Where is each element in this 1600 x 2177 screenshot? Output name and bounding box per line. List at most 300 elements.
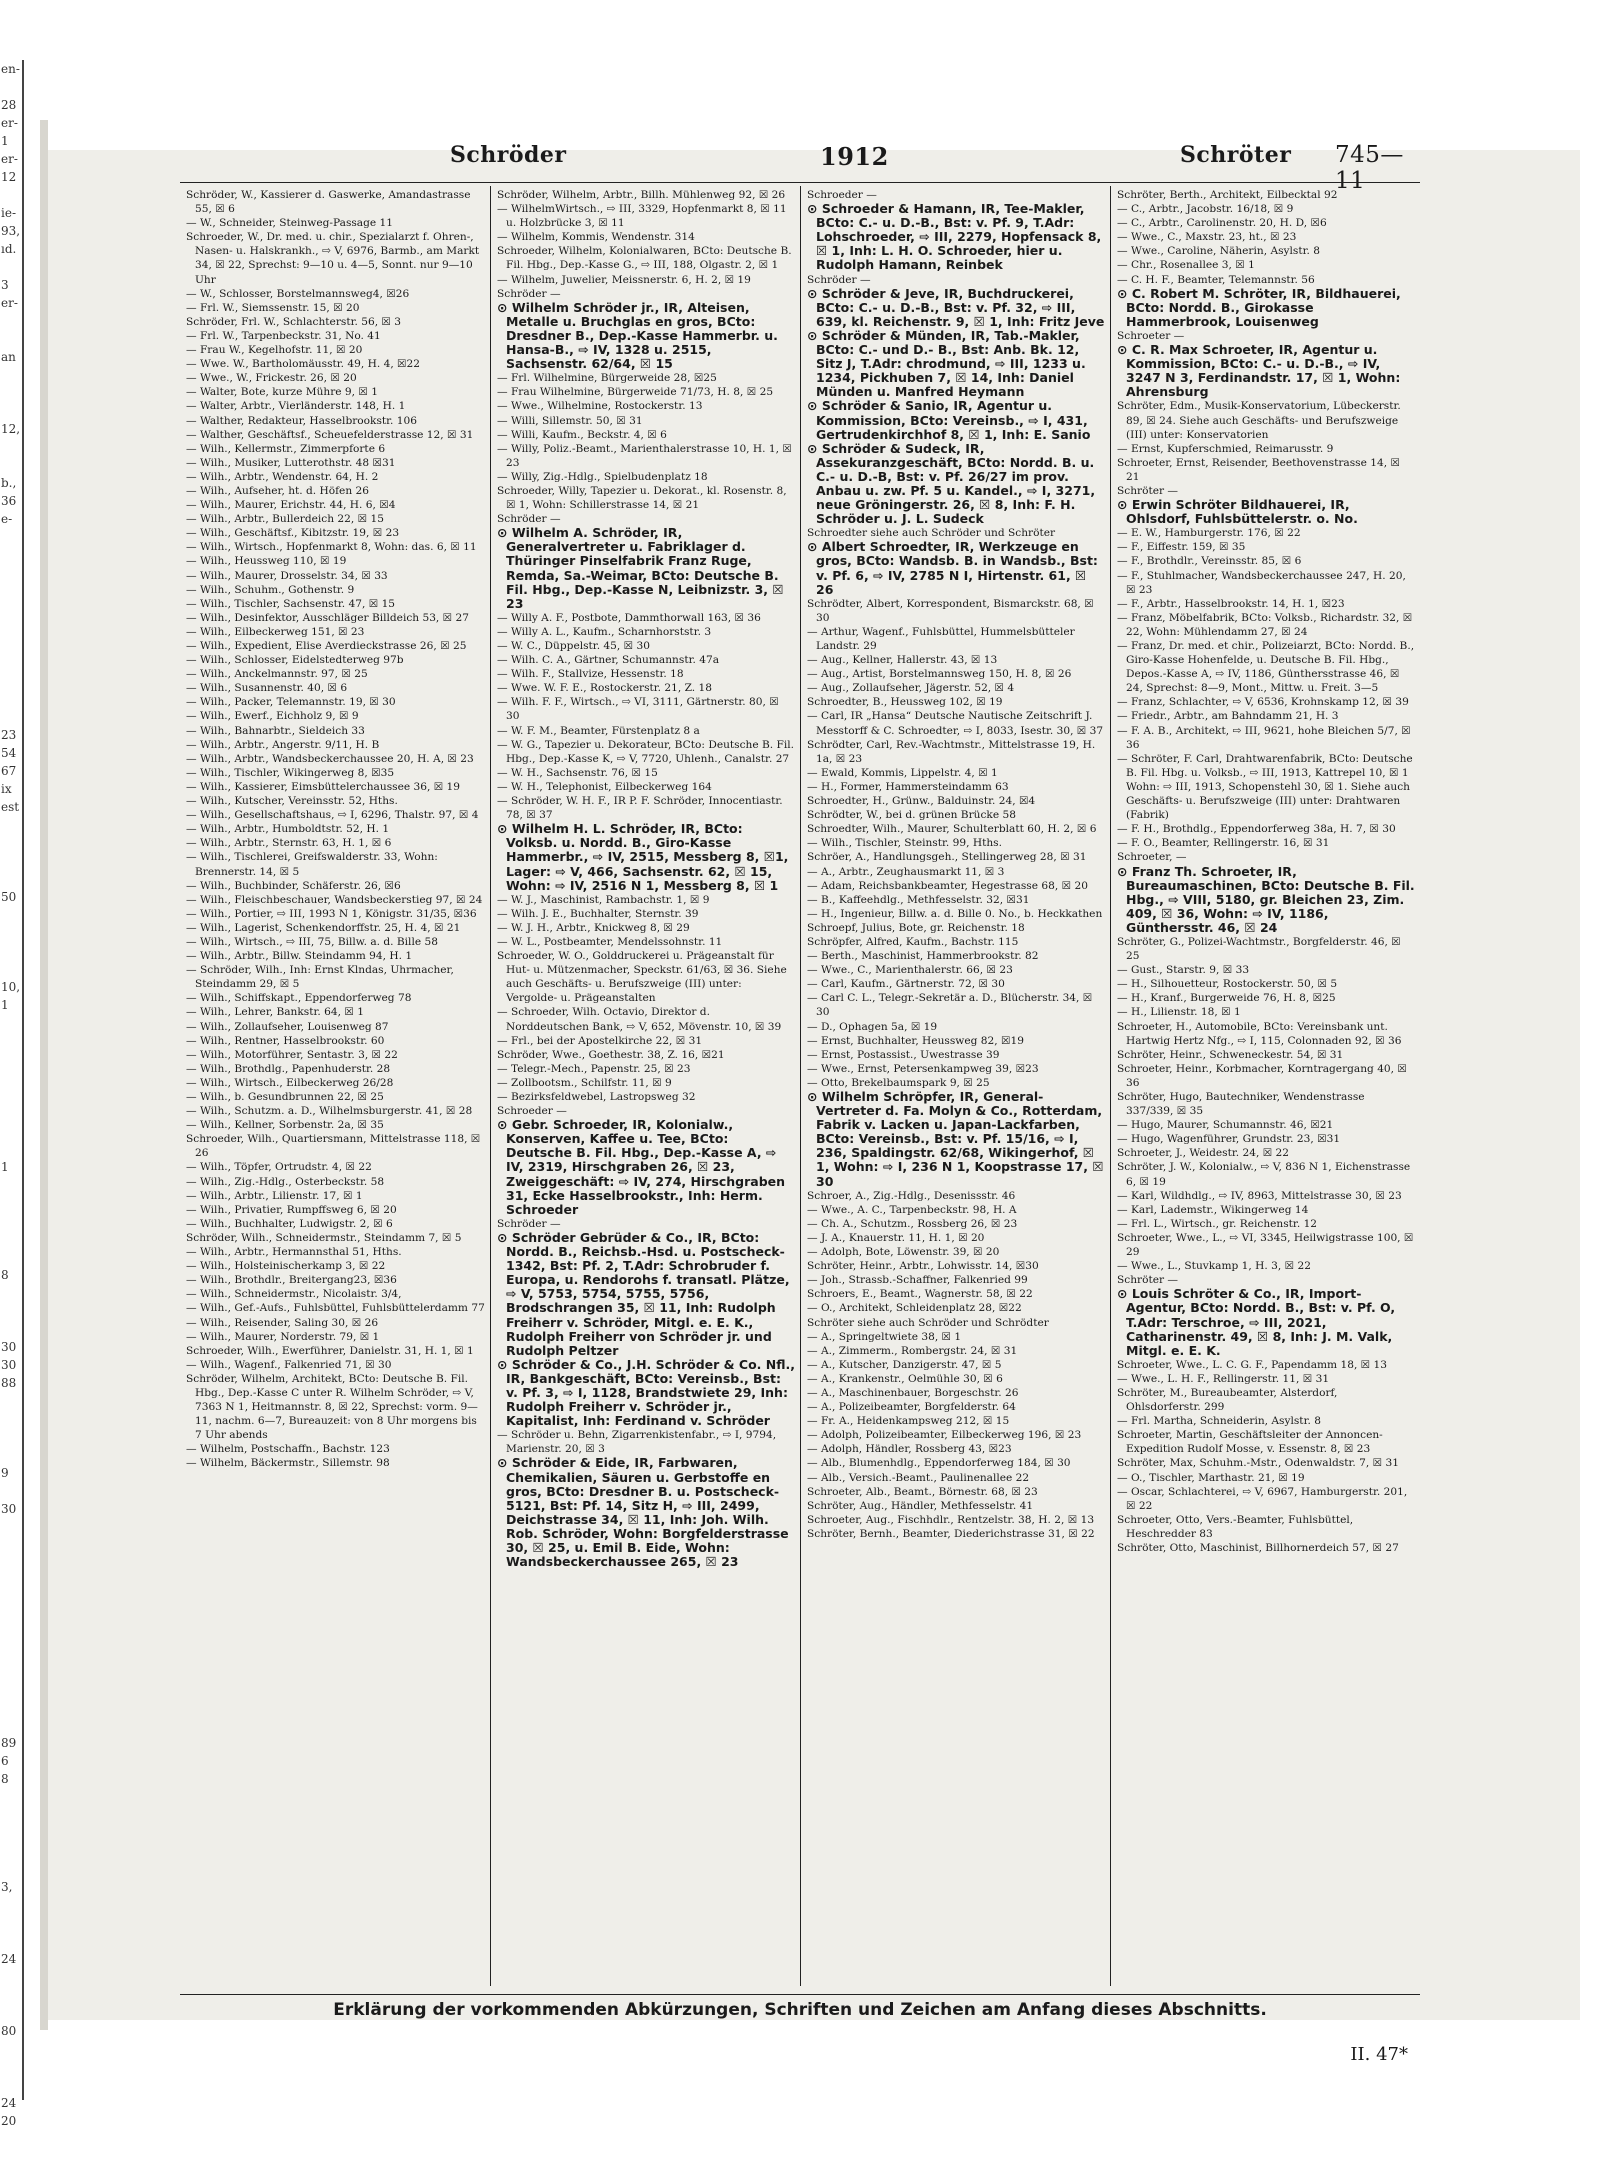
column-3 bbox=[800, 186, 1110, 1986]
directory-entry: Schroeter, Wwe., L., ⇨ VI, 3345, Heilwigstrasse 100, ☒ 29 bbox=[1117, 1231, 1414, 1259]
directory-entry: — Wilh., Heussweg 110, ☒ 19 bbox=[186, 555, 347, 568]
directory-entry: — Wilh., Musiker, Lutterothstr. 48 ☒31 bbox=[186, 456, 396, 469]
directory-entry: Schroedter siehe auch Schröder und Schröter bbox=[807, 527, 1056, 540]
directory-entry: — Wilh., Desinfektor, Ausschläger Billdeich 53, ☒ 27 bbox=[186, 611, 470, 624]
directory-entry: Schroeder, Willy, Tapezier u. Dekorat., kl. Rosenstr. 8, ☒ 1, Wohn: Schillerstrasse 14, ☒ 21 bbox=[497, 484, 787, 512]
directory-entry: — Wilh., Aufseher, ht. d. Höfen 26 bbox=[186, 484, 370, 497]
header-left: Schröder bbox=[450, 142, 567, 168]
strip-fragment bbox=[1, 1410, 22, 1428]
directory-entry: — Wilh., Schlosser, Eidelstedterweg 97b bbox=[186, 654, 404, 667]
directory-entry: — Schröder, W. H. F., IR P. F. Schröder, Innocentiastr. 78, ☒ 37 bbox=[497, 795, 783, 822]
strip-fragment bbox=[1, 2058, 22, 2076]
directory-entry: — Berth., Maschinist, Hammerbrookstr. 82 bbox=[807, 950, 1039, 963]
strip-fragment: ix bbox=[1, 782, 12, 796]
column-2 bbox=[490, 186, 800, 1986]
directory-entry: — Carl, IR „Hansa“ Deutsche Nautische Zeitschrift J. Messtorff & C. Schroedter, ⇨ I, 8033, Isestr. 30, ☒ 37 bbox=[807, 710, 1104, 737]
strip-fragment bbox=[1, 1590, 22, 1608]
directory-entry: — Wilh., Gef.-Aufs., Fuhlsbüttel, Fuhlsbüttelerdamm 77 bbox=[186, 1302, 485, 1315]
directory-entry: — Adolph, Polizeibeamter, Eilbeckerweg 196, ☒ 23 bbox=[807, 1429, 1082, 1442]
strip-fragment: 30 bbox=[1, 1358, 17, 1372]
directory-entry: — Wwe., A. C., Tarpenbeckstr. 98, H. A bbox=[807, 1203, 1017, 1216]
strip-fragment bbox=[1, 366, 22, 384]
strip-fragment: 24 bbox=[1, 2096, 17, 2110]
directory-entry: Schroedter, Wilh., Maurer, Schulterblatt 60, H. 2, ☒ 6 bbox=[807, 823, 1097, 836]
directory-entry: Schröder — bbox=[497, 513, 561, 526]
directory-entry: — Friedr., Arbtr., am Bahndamm 21, H. 3 bbox=[1117, 710, 1339, 723]
directory-entry: — Carl C. L., Telegr.-Sekretär a. D., Blücherstr. 34, ☒ 30 bbox=[807, 992, 1093, 1019]
directory-page bbox=[180, 120, 1420, 2140]
strip-fragment bbox=[1, 2004, 22, 2022]
directory-entry: — F., Eiffestr. 159, ☒ 35 bbox=[1117, 541, 1246, 554]
directory-entry: — Wilh., Schneidermstr., Nicolaistr. 3/4, bbox=[186, 1288, 402, 1301]
strip-fragment bbox=[1, 1194, 22, 1212]
strip-fragment bbox=[1, 528, 22, 546]
directory-entry: — Wilh., b. Gesundbrunnen 22, ☒ 25 bbox=[186, 1091, 384, 1103]
directory-entry: — B., Kaffeehdlg., Methfesselstr. 32, ☒31 bbox=[807, 893, 1030, 906]
directory-entry: Schroeder, Wilh., Ewerführer, Danielstr. 31, H. 1, ☒ 1 bbox=[186, 1344, 474, 1357]
directory-entry: Schroeder, Wilhelm, Kolonialwaren, BCto: Deutsche B. Fil. Hbg., Dep.-Kasse G., ⇨ III, 188, Olgastr. 2, ☒ 1 bbox=[497, 245, 792, 272]
directory-entry: — Franz, Schlachter, ⇨ V, 6536, Krohnskamp 12, ☒ 39 bbox=[1117, 696, 1409, 709]
directory-entry: — Wilh., Tischlerei, Greifswalderstr. 33, Wohn: Brennerstr. 14, ☒ 5 bbox=[186, 851, 438, 878]
directory-entry: Schröter, J. W., Kolonialw., ⇨ V, 836 N 1, Eichenstrasse 6, ☒ 19 bbox=[1117, 1161, 1411, 1188]
directory-entry: — Wilh., Wagenf., Falkenried 71, ☒ 30 bbox=[186, 1358, 392, 1371]
directory-entry: — WilhelmWirtsch., ⇨ III, 3329, Hopfenmarkt 8, ☒ 11 u. Holzbrücke 3, ☒ 11 bbox=[497, 203, 787, 230]
directory-entry: — Wilh. F., Stallvize, Hessenstr. 18 bbox=[497, 668, 684, 681]
directory-entry: — F. O., Beamter, Rellingerstr. 16, ☒ 31 bbox=[1117, 837, 1330, 850]
directory-entry: Schroeter, Aug., Fischhdlr., Rentzelstr. 38, H. 2, ☒ 13 bbox=[807, 1513, 1095, 1526]
strip-fragment bbox=[1, 1824, 22, 1842]
directory-entry: — Arthur, Wagenf., Fuhlsbüttel, Hummelsbütteler Landstr. 29 bbox=[807, 625, 1075, 652]
strip-fragment: 8 bbox=[1, 1268, 9, 1282]
strip-fragment bbox=[1, 2040, 22, 2058]
directory-entry: — Frau W., Kegelhofstr. 11, ☒ 20 bbox=[186, 344, 363, 357]
directory-entry: — Wilh., Schutzm. a. D., Wilhelmsburgerstr. 41, ☒ 28 bbox=[186, 1105, 473, 1118]
strip-fragment bbox=[1, 1716, 22, 1734]
directory-entry: — Wilh., Zollaufseher, Louisenweg 87 bbox=[186, 1020, 389, 1033]
strip-fragment bbox=[1, 1032, 22, 1050]
directory-entry: Schröer, A., Handlungsgeh., Stellingerweg 28, ☒ 31 bbox=[807, 851, 1087, 864]
strip-fragment bbox=[1, 636, 22, 654]
directory-entry: — O., Tischler, Marthastr. 21, ☒ 19 bbox=[1117, 1471, 1305, 1484]
strip-fragment bbox=[1, 1140, 22, 1158]
directory-entry: — W., Schlosser, Borstelmannsweg4, ☒26 bbox=[186, 287, 410, 300]
strip-fragment bbox=[1, 1554, 22, 1572]
directory-entry: Schröter — bbox=[1117, 484, 1179, 497]
directory-entry: — Wilh., Schiffskapt., Eppendorferweg 78 bbox=[186, 992, 412, 1005]
directory-entry: — Willy, Zig.-Hdlg., Spielbudenplatz 18 bbox=[497, 470, 708, 483]
directory-entry: — Wilh., Brothdlr., Breitergang23, ☒36 bbox=[186, 1274, 397, 1287]
directory-entry: Schröter, Aug., Händler, Methfesselstr. 41 bbox=[807, 1499, 1034, 1512]
directory-entry: — H., Former, Hammersteindamm 63 bbox=[807, 780, 1009, 793]
directory-entry: — Wilhelm, Postschaffn., Bachstr. 123 bbox=[186, 1443, 390, 1456]
directory-entry: — Wilh., Wirtsch., Hopfenmarkt 8, Wohn: das. 6, ☒ 11 bbox=[186, 541, 477, 554]
directory-entry: — H., Lilienstr. 18, ☒ 1 bbox=[1117, 1006, 1241, 1019]
directory-entry: — Wwe., C., Maxstr. 23, ht., ☒ 23 bbox=[1117, 231, 1297, 244]
directory-entry: — H., Silhouetteur, Rostockerstr. 50, ☒ 5 bbox=[1117, 978, 1338, 991]
directory-entry: — Joh., Strassb.-Schaffner, Falkenried 99 bbox=[807, 1274, 1028, 1287]
strip-fragment bbox=[1, 1788, 22, 1806]
strip-fragment bbox=[1, 1986, 22, 2004]
directory-entry: — Wilh., Buchbinder, Schäferstr. 26, ☒6 bbox=[186, 879, 401, 892]
strip-fragment: 28 bbox=[1, 98, 17, 112]
directory-entry: — D., Ophagen 5a, ☒ 19 bbox=[807, 1020, 938, 1033]
directory-entry: Schröder, Frl. W., Schlachterstr. 56, ☒ 3 bbox=[186, 315, 402, 328]
directory-entry: — Wilh., Rentner, Hasselbrookstr. 60 bbox=[186, 1034, 385, 1047]
directory-entry: Schröter, M., Bureaubeamter, Alsterdorf, Ohlsdorferstr. 299 bbox=[1117, 1386, 1338, 1414]
directory-entry: Schroeter — bbox=[1117, 329, 1185, 342]
directory-entry: — Frl. W., Tarpenbeckstr. 31, No. 41 bbox=[186, 329, 381, 342]
page-number: 745—11 bbox=[1335, 142, 1404, 194]
strip-fragment bbox=[1, 1050, 22, 1068]
directory-entry: Schroeter, H., Automobile, BCto: Vereinsbank unt. Hartwig Hertz Nfg., ⇨ I, 115, Colonnaden 92, ☒ 36 bbox=[1117, 1020, 1402, 1047]
directory-entry: Schrödter, Carl, Rev.-Wachtmstr., Mittelstrasse 19, H. 1a, ☒ 23 bbox=[807, 738, 1096, 765]
directory-entry: — Wwe. W. F. E., Rostockerstr. 21, Z. 18 bbox=[497, 682, 713, 695]
strip-fragment: 12 bbox=[1, 170, 17, 184]
directory-entry: — Wilh., Maurer, Drosselstr. 34, ☒ 33 bbox=[186, 569, 388, 582]
strip-fragment bbox=[1, 186, 22, 204]
directory-entry: — W. G., Tapezier u. Dekorateur, BCto: Deutsche B. Fil. Hbg., Dep.-Kasse K, ⇨ V, 7720, Uhlenh., Canalstr. 27 bbox=[497, 738, 795, 765]
directory-entry: — Wilh., Arbtr., Sternstr. 63, H. 1, ☒ 6 bbox=[186, 837, 392, 850]
strip-fragment: 80 bbox=[1, 2024, 17, 2038]
directory-entry: — Wwe., L., Stuvkamp 1, H. 3, ☒ 22 bbox=[1117, 1260, 1311, 1273]
directory-entry: — F., Stuhlmacher, Wandsbeckerchaussee 247, H. 20, ☒ 23 bbox=[1117, 569, 1406, 596]
strip-fragment: an bbox=[1, 350, 16, 364]
directory-entry: — Fr. A., Heidenkampsweg 212, ☒ 15 bbox=[807, 1415, 1010, 1428]
strip-fragment bbox=[1, 258, 22, 276]
directory-entry: — Gust., Starstr. 9, ☒ 33 bbox=[1117, 964, 1250, 977]
strip-fragment bbox=[1, 2076, 22, 2094]
running-header bbox=[180, 142, 1420, 194]
directory-entry: Schröter, Heinr., Schweneckestr. 54, ☒ 31 bbox=[1117, 1048, 1344, 1061]
strip-fragment bbox=[1, 1644, 22, 1662]
directory-entry: — Wilh., Geschäftsf., Kibitzstr. 19, ☒ 23 bbox=[186, 527, 400, 540]
strip-fragment bbox=[1, 564, 22, 582]
directory-entry: — Ernst, Kupferschmied, Reimarusstr. 9 bbox=[1117, 442, 1334, 455]
strip-fragment: 50 bbox=[1, 890, 17, 904]
directory-entry: Schroer, A., Zig.-Hdlg., Desenissstr. 46 bbox=[807, 1189, 1016, 1202]
directory-entry: — Walther, Redakteur, Hasselbrookstr. 106 bbox=[186, 414, 418, 427]
strip-fragment: e- bbox=[1, 512, 13, 526]
directory-entry: — Wilh., Holsteinischerkamp 3, ☒ 22 bbox=[186, 1260, 386, 1273]
directory-entry: — E. W., Hamburgerstr. 176, ☒ 22 bbox=[1117, 527, 1301, 540]
strip-fragment: est bbox=[1, 800, 20, 814]
directory-entry: ⊙ Schröder & Münden, IR, Tab.-Makler, BCto: C.- und D.- B., Bst: Anb. Bk. 12, Sitz J, T.Adr: chrodmund, ⇨ III, 1233 u. 1234, Pickhuben 7, ☒ 14, Inh: Daniel Münden u. Manfred Heymann bbox=[807, 327, 1086, 400]
directory-entry: Schröder, W., Kassierer d. Gaswerke, Amandastrasse 55, ☒ 6 bbox=[186, 189, 471, 216]
directory-entry: — Karl, Wildhdlg., ⇨ IV, 8963, Mittelstrasse 30, ☒ 23 bbox=[1117, 1189, 1402, 1202]
directory-entry: ⊙ Wilhelm Schröder jr., IR, Alteisen, Metalle u. Bruchglas en gros, BCto: Dresdner B., Dep.-Kasse Hammerbr. u. Hansa-B., ⇨ IV, 1328 u. 2515, Sachsenstr. 62/64, ☒ 15 bbox=[497, 299, 778, 372]
directory-entry: — Wilh., Kellner, Sorbenstr. 2a, ☒ 35 bbox=[186, 1119, 384, 1132]
directory-entry: Schroeder, W. O., Golddruckerei u. Prägeanstalt für Hut- u. Mützenmacher, Speckstr. 61/63, ☒ 36. Siehe auch Geschäfts- u. Berufszweige (III) unter: Vergolde- u. Prägeanstalten bbox=[497, 950, 787, 1005]
column-4 bbox=[1110, 186, 1420, 1986]
directory-entry: — Aug., Zollaufseher, Jägerstr. 52, ☒ 4 bbox=[807, 682, 1015, 695]
directory-entry: — Wilh., Expedient, Elise Averdieckstrasse 26, ☒ 25 bbox=[186, 640, 467, 652]
directory-entry: — Wilh., Packer, Telemannstr. 19, ☒ 30 bbox=[186, 696, 396, 709]
header-right: Schröter bbox=[1180, 142, 1292, 168]
strip-fragment: 30 bbox=[1, 1502, 17, 1516]
strip-fragment bbox=[1, 600, 22, 618]
directory-entry: — W. C., Düppelstr. 45, ☒ 30 bbox=[497, 640, 650, 652]
directory-entry: — Alb., Blumenhdlg., Eppendorferweg 184, ☒ 30 bbox=[807, 1457, 1071, 1470]
strip-fragment bbox=[1, 384, 22, 402]
directory-entry: ⊙ Louis Schröter & Co., IR, Import-Agentur, BCto: Nordd. B., Bst: v. Pf. O, T.Adr: Terschroe, ⇨ III, 2021, Catharinenstr. 49, ☒ 8, Inh: J. M. Valk, Mitgl. e. E. K. bbox=[1117, 1286, 1396, 1358]
directory-entry: — Wilh., Kutscher, Vereinsstr. 52, Hths. bbox=[186, 795, 398, 808]
strip-fragment bbox=[1, 582, 22, 600]
directory-entry: — Frl. Wilhelmine, Bürgerweide 28, ☒25 bbox=[497, 372, 717, 385]
strip-fragment bbox=[1, 1104, 22, 1122]
strip-fragment bbox=[1, 672, 22, 690]
directory-entry: — F., Arbtr., Hasselbrookstr. 14, H. 1, ☒23 bbox=[1117, 597, 1345, 610]
directory-entry: — C., Arbtr., Jacobstr. 16/18, ☒ 9 bbox=[1117, 203, 1294, 216]
directory-entry: ⊙ Franz Th. Schroeter, IR, Bureaumaschinen, BCto: Deutsche B. Fil. Hbg., ⇨ VIII, 5180, gr. Bleichen 23, Zim. 409, ☒ 36, Wohn: ⇨ IV, 1186, Günthersstr. 46, ☒ 24 bbox=[1117, 863, 1415, 935]
directory-entry: — Oscar, Schlachterei, ⇨ V, 6967, Hamburgerstr. 201, ☒ 22 bbox=[1117, 1485, 1408, 1512]
directory-entry: — H., Ingenieur, Billw. a. d. Bille 0. No., b. Heckkathen bbox=[807, 907, 1103, 920]
directory-entry: — Frl. Martha, Schneiderin, Asylstr. 8 bbox=[1117, 1415, 1321, 1428]
directory-entry: ⊙ Schröder & Jeve, IR, Buchdruckerei, BCto: C.- u. D.-B., Bst: v. Pf. 32, ⇨ III, 639, kl. Reichenstr. 9, ☒ 1, Inh: Fritz Jeve bbox=[807, 285, 1105, 329]
directory-entry: — W., Schneider, Steinweg-Passage 11 bbox=[186, 217, 394, 230]
directory-entry: — A., Zimmerm., Rombergstr. 24, ☒ 31 bbox=[807, 1344, 1018, 1357]
directory-entry: — Wilh., Lagerist, Schenkendorffstr. 25, H. 4, ☒ 21 bbox=[186, 921, 461, 934]
directory-entry: — Telegr.-Mech., Papenstr. 25, ☒ 23 bbox=[497, 1062, 691, 1075]
previous-page-strip bbox=[0, 60, 24, 2128]
directory-entry: — Wilh., Fleischbeschauer, Wandsbeckerstieg 97, ☒ 24 bbox=[186, 893, 483, 906]
directory-entry: — O., Architekt, Schleidenplatz 28, ☒22 bbox=[807, 1302, 1022, 1315]
strip-fragment bbox=[1, 1176, 22, 1194]
directory-entry: — Frau Wilhelmine, Bürgerweide 71/73, H. 8, ☒ 25 bbox=[497, 386, 774, 399]
strip-fragment bbox=[1, 1896, 22, 1914]
strip-fragment bbox=[1, 708, 22, 726]
header-year: 1912 bbox=[820, 142, 889, 171]
directory-entry: — H., Kranf., Burgerweide 76, H. 8, ☒25 bbox=[1117, 992, 1336, 1005]
directory-entry: — Schröter, F. Carl, Drahtwarenfabrik, BCto: Deutsche B. Fil. Hbg. u. Volksb., ⇨ III, 1913, Kattrepel 10, ☒ 1 Wohn: ⇨ III, 1913, Schopenstehl 30, ☒ 1. Siehe auch Geschäfts- u. Berufszweige (III) unter: Drahtwaren (Fabrik) bbox=[1117, 752, 1413, 822]
directory-entry: Schroedter, B., Heussweg 102, ☒ 19 bbox=[807, 696, 1003, 709]
directory-entry: Schroeter, Heinr., Korbmacher, Korntragergang 40, ☒ 36 bbox=[1117, 1062, 1407, 1089]
directory-entry: Schroers, E., Beamt., Wagnerstr. 58, ☒ 22 bbox=[807, 1288, 1033, 1301]
directory-entry: — Walther, Geschäftsf., Scheuefelderstrasse 12, ☒ 31 bbox=[186, 428, 474, 441]
directory-entry: — W. F. M., Beamter, Fürstenplatz 8 a bbox=[497, 724, 700, 737]
directory-entry: — Willy A. L., Kaufm., Scharnhorststr. 3 bbox=[497, 625, 712, 638]
strip-fragment: 88 bbox=[1, 1376, 17, 1390]
strip-fragment bbox=[1, 1320, 22, 1338]
directory-entry: — Franz, Möbelfabrik, BCto: Volksb., Richardstr. 32, ☒ 22, Wohn: Mühlendamm 27, ☒ 24 bbox=[1117, 611, 1413, 638]
directory-entry: — W. H., Telephonist, Eilbeckerweg 164 bbox=[497, 780, 712, 793]
directory-entry: — C. H. F., Beamter, Telemannstr. 56 bbox=[1117, 273, 1315, 286]
strip-fragment: ie- bbox=[1, 206, 16, 220]
strip-fragment bbox=[1, 1446, 22, 1464]
directory-entry: — Wilh., Tischler, Steinstr. 99, Hths. bbox=[807, 837, 1002, 850]
directory-entry: — Wilh., Kellermstr., Zimmerpforte 6 bbox=[186, 442, 386, 455]
strip-fragment bbox=[1, 870, 22, 888]
directory-entry: — Aug., Kellner, Hallerstr. 43, ☒ 13 bbox=[807, 654, 998, 667]
directory-entry: — Willi, Sillemstr. 50, ☒ 31 bbox=[497, 414, 643, 427]
directory-entry: — Frl. W., Siemssenstr. 15, ☒ 20 bbox=[186, 301, 360, 314]
directory-entry: — Wilh., Arbtr., Angerstr. 9/11, H. B bbox=[186, 738, 380, 751]
directory-entry: — Wilh., Bahnarbtr., Sieldeich 33 bbox=[186, 724, 365, 737]
directory-entry: Schroeder, W., Dr. med. u. chir., Spezialarzt f. Ohren-, Nasen- u. Halskrankh., ⇨ V, 6976, Barmb., am Markt 34, ☒ 22, Sprechst: 9—10 u. 4—5, Sonnt. nur 9—10 Uhr bbox=[186, 231, 480, 286]
directory-entry: — Wilh. J. E., Buchhalter, Sternstr. 39 bbox=[497, 907, 699, 920]
strip-fragment: 20 bbox=[1, 2114, 17, 2128]
directory-entry: — Wilh., Gesellschaftshaus, ⇨ I, 6296, Thalstr. 97, ☒ 4 bbox=[186, 809, 479, 822]
directory-entry: ⊙ Wilhelm Schröpfer, IR, General-Vertreter d. Fa. Molyn & Co., Rotterdam, Fabrik v. Lacken u. Japan-Lackfarben, BCto: Vereinsb., Bst: v. Pf. 15/16, ⇨ I, 236, Spaldingstr. 62/68, Wikingerhof, ☒ 1, Wohn: ⇨ I, 236 N 1, Koopstrasse 17, ☒ 30 bbox=[807, 1089, 1104, 1189]
strip-fragment bbox=[1, 1518, 22, 1536]
directory-entry: Schrödter, W., bei d. grünen Brücke 58 bbox=[807, 809, 1016, 822]
directory-entry: — F. H., Brothdlg., Eppendorferweg 38a, H. 7, ☒ 30 bbox=[1117, 823, 1396, 836]
directory-entry: Schröpfer, Alfred, Kaufm., Bachstr. 115 bbox=[807, 935, 1019, 948]
strip-fragment bbox=[1, 1860, 22, 1878]
directory-entry: — Wilh., Maurer, Erichstr. 44, H. 6, ☒4 bbox=[186, 499, 396, 512]
strip-fragment bbox=[1, 456, 22, 474]
directory-entry: — Carl, Kaufm., Gärtnerstr. 72, ☒ 30 bbox=[807, 978, 1005, 991]
directory-entry: — C., Arbtr., Carolinenstr. 20, H. D, ☒6 bbox=[1117, 217, 1327, 230]
directory-entry: Schröter, Otto, Maschinist, Billhornerdeich 57, ☒ 27 bbox=[1117, 1542, 1399, 1554]
directory-entry: — Wilh., Privatier, Rumpffsweg 6, ☒ 20 bbox=[186, 1203, 397, 1216]
directory-entry: — Wilh., Arbtr., Bullerdeich 22, ☒ 15 bbox=[186, 513, 384, 526]
directory-entry: — Wilh., Wirtsch., ⇨ III, 75, Billw. a. d. Bille 58 bbox=[186, 935, 438, 948]
directory-entry: — Wilh., Arbtr., Humboldtstr. 52, H. 1 bbox=[186, 823, 390, 836]
strip-fragment bbox=[1, 834, 22, 852]
directory-entry: Schroeter, Otto, Vers.-Beamter, Fuhlsbüttel, Heschredder 83 bbox=[1117, 1513, 1354, 1540]
directory-entry: — Wilh., Susannenstr. 40, ☒ 6 bbox=[186, 682, 348, 695]
directory-entry: — A., Maschinenbauer, Borgeschstr. 26 bbox=[807, 1386, 1019, 1399]
strip-fragment bbox=[1, 1428, 22, 1446]
directory-entry: — Wilh., Arbtr., Billw. Steindamm 94, H. 1 bbox=[186, 950, 413, 963]
directory-entry: — Wilhelm, Bäckermstr., Sillemstr. 98 bbox=[186, 1457, 390, 1470]
directory-entry: — Wilh., Kassierer, Eimsbüttelerchaussee 36, ☒ 19 bbox=[186, 780, 461, 793]
strip-fragment bbox=[1, 906, 22, 924]
strip-fragment bbox=[1, 618, 22, 636]
directory-entry: — Wwe., W., Frickestr. 26, ☒ 20 bbox=[186, 372, 357, 385]
directory-entry: — Wilhelm, Kommis, Wendenstr. 314 bbox=[497, 231, 695, 244]
strip-fragment bbox=[1, 330, 22, 348]
strip-fragment: 6 bbox=[1, 1754, 9, 1768]
directory-entry: Schröter, Max, Schuhm.-Mstr., Odenwaldstr. 7, ☒ 31 bbox=[1117, 1457, 1399, 1470]
directory-entry: — Zollbootsm., Schilfstr. 11, ☒ 9 bbox=[497, 1076, 672, 1089]
strip-fragment bbox=[1, 1698, 22, 1716]
directory-entry: — A., Arbtr., Zeughausmarkt 11, ☒ 3 bbox=[807, 865, 1005, 878]
directory-entry: ⊙ Erwin Schröter Bildhauerei, IR, Ohlsdorf, Fuhlsbüttelerstr. o. No. bbox=[1117, 497, 1358, 527]
directory-entry: — Wwe., Ernst, Petersenkampweg 39, ☒23 bbox=[807, 1062, 1039, 1075]
strip-fragment bbox=[1, 1230, 22, 1248]
strip-fragment: 1 bbox=[1, 134, 9, 148]
directory-entry: — Alb., Versich.-Beamt., Paulinenallee 22 bbox=[807, 1471, 1030, 1484]
directory-entry: — Wilh., Ewerf., Eichholz 9, ☒ 9 bbox=[186, 710, 359, 723]
strip-fragment bbox=[1, 1932, 22, 1950]
directory-entry: — A., Polizeibeamter, Borgfelderstr. 64 bbox=[807, 1401, 1016, 1414]
directory-entry: — Schröder, Wilh., Inh: Ernst Klndas, Uhrmacher, Steindamm 29, ☒ 5 bbox=[186, 964, 454, 991]
strip-fragment: 9 bbox=[1, 1466, 9, 1480]
strip-fragment: 36 bbox=[1, 494, 17, 508]
strip-fragment bbox=[1, 1680, 22, 1698]
directory-entry: Schröter, Berth., Architekt, Eilbecktal 92 bbox=[1117, 189, 1338, 201]
directory-entry: Schröder, Wilhelm, Architekt, BCto: Deutsche B. Fil. Hbg., Dep.-Kasse C unter R. Wilhelm Schröder, ⇨ V, 7363 N 1, Heitmannstr. 8, ☒ 22, Sprechst: vorm. 9—11, nachm. 6—7, Bureauzeit: von 8 Uhr morgens bis 7 Uhr abends bbox=[186, 1372, 478, 1442]
directory-entry: Schröder, Wilh., Schneidermstr., Steindamm 7, ☒ 5 bbox=[186, 1231, 462, 1244]
directory-entry: — Chr., Rosenallee 3, ☒ 1 bbox=[1117, 259, 1255, 272]
directory-entry: Schröter, G., Polizei-Wachtmstr., Borgfelderstr. 46, ☒ 25 bbox=[1117, 935, 1401, 963]
directory-entry: — A., Kutscher, Danzigerstr. 47, ☒ 5 bbox=[807, 1358, 1002, 1371]
strip-fragment: 12, bbox=[1, 422, 21, 436]
directory-entry: Schroepf, Julius, Bote, gr. Reichenstr. 18 bbox=[807, 921, 1025, 934]
directory-entry: Schröter siehe auch Schröder und Schrödter bbox=[807, 1316, 1049, 1329]
directory-entry: — A., Springeltwiete 38, ☒ 1 bbox=[807, 1330, 962, 1343]
directory-entry: — Hugo, Maurer, Schumannstr. 46, ☒21 bbox=[1117, 1119, 1334, 1132]
directory-entry: ⊙ Schröder & Eide, IR, Farbwaren, Chemikalien, Säuren u. Gerbstoffe en gros, BCto: Dresdner B. u. Postscheck- 5121, Bst: Pf. 14, Sitz H, ⇨ III, 2499, Deichstrasse 34, ☒ 11, Inh: Joh. Wilh. Rob. Schröder, Wohn: Borgfelderstrasse 30, ☒ 25, u. Emil B. Eide, Wohn: Wandsbeckerchaussee 265, ☒ 23 bbox=[497, 1455, 789, 1570]
directory-entry: Schröter, Edm., Musik-Konservatorium, Lübeckerstr. 89, ☒ 24. Siehe auch Geschäfts- und Berufszweige (III) unter: Konservatorien bbox=[1117, 400, 1401, 441]
strip-fragment: 10, bbox=[1, 980, 21, 994]
strip-fragment bbox=[1, 1608, 22, 1626]
directory-entry: — Wwe., C., Marienthalerstr. 66, ☒ 23 bbox=[807, 964, 1013, 977]
strip-fragment bbox=[1, 1806, 22, 1824]
strip-fragment bbox=[1, 78, 22, 96]
directory-entry: — J. A., Knauerstr. 11, H. 1, ☒ 20 bbox=[807, 1231, 985, 1244]
directory-entry: ⊙ C. Robert M. Schröter, IR, Bildhauerei, BCto: Nordd. B., Girokasse Hammerbrook, Louisenweg bbox=[1117, 285, 1401, 329]
directory-entry: — Willi, Kaufm., Beckstr. 4, ☒ 6 bbox=[497, 428, 667, 441]
strip-fragment bbox=[1, 402, 22, 420]
directory-entry: Schroeter, Wwe., L. C. G. F., Papendamm 18, ☒ 13 bbox=[1117, 1358, 1388, 1371]
directory-entry: — Adolph, Händler, Rossberg 43, ☒23 bbox=[807, 1443, 1012, 1456]
strip-fragment: 3 bbox=[1, 278, 9, 292]
strip-fragment bbox=[1, 438, 22, 456]
directory-entry: Schroeter, Alb., Beamt., Börnestr. 68, ☒ 23 bbox=[807, 1485, 1038, 1498]
strip-fragment bbox=[1, 1968, 22, 1986]
strip-fragment: 89 bbox=[1, 1736, 17, 1750]
directory-entry: — Wilh., Arbtr., Wandsbeckerchaussee 20, H. A, ☒ 23 bbox=[186, 752, 474, 765]
directory-entry: — Wilh., Schuhm., Gothenstr. 9 bbox=[186, 583, 355, 596]
signature-mark: II. 47* bbox=[1350, 2044, 1408, 2065]
directory-entry: — Wilh., Wirtsch., Eilbeckerweg 26/28 bbox=[186, 1076, 394, 1089]
directory-entry: Schroeter, Martin, Geschäftsleiter der Annoncen-Expedition Rudolf Mosse, v. Essenstr. 8, ☒ 23 bbox=[1117, 1429, 1383, 1456]
directory-entry: — Walter, Bote, kurze Mühre 9, ☒ 1 bbox=[186, 386, 379, 399]
directory-entry: Schroeter, — bbox=[1117, 851, 1187, 864]
directory-entry: Schroeder — bbox=[497, 1105, 567, 1118]
directory-entry: Schröder, Wilhelm, Arbtr., Billh. Mühlenweg 92, ☒ 26 bbox=[497, 189, 786, 201]
directory-entry: — Wilh., Zig.-Hdlg., Osterbeckstr. 58 bbox=[186, 1175, 385, 1188]
directory-entry: Schröter — bbox=[1117, 1274, 1179, 1287]
directory-entry: — Wilh., Arbtr., Wendenstr. 64, H. 2 bbox=[186, 470, 379, 483]
strip-fragment bbox=[1, 1068, 22, 1086]
directory-entry: — F. A. B., Architekt, ⇨ III, 9621, hohe Bleichen 5/7, ☒ 36 bbox=[1117, 724, 1411, 751]
directory-entry: ⊙ Gebr. Schroeder, IR, Kolonialw., Konserven, Kaffee u. Tee, BCto: Deutsche B. Fil. Hbg., Dep.-Kasse A, ⇨ IV, 2319, Hirschgraben 26, ☒ 23, Zweiggeschäft: ⇨ IV, 274, Hirschgraben 31, Ecke Hasselbrookstr., Inh: Herm. Schroeder bbox=[497, 1117, 786, 1217]
directory-entry: — Karl, Lademstr., Wikingerweg 14 bbox=[1117, 1203, 1309, 1216]
directory-entry: Schröder, Wwe., Goethestr. 38, Z. 16, ☒21 bbox=[497, 1048, 725, 1061]
directory-entry: — Wwe., Caroline, Näherin, Asylstr. 8 bbox=[1117, 245, 1320, 258]
directory-entry: — W. L., Postbeamter, Mendelssohnstr. 11 bbox=[497, 935, 723, 948]
directory-entry: — Wwe., L. H. F., Rellingerstr. 11, ☒ 31 bbox=[1117, 1372, 1330, 1385]
columns bbox=[180, 186, 1420, 1986]
directory-entry: — Wwe., Wilhelmine, Rostockerstr. 13 bbox=[497, 400, 703, 413]
directory-entry: — Wilh., Tischler, Wikingerweg 8, ☒35 bbox=[186, 766, 395, 779]
directory-entry: — Willy A. F., Postbote, Dammthorwall 163, ☒ 36 bbox=[497, 611, 761, 624]
directory-entry: Schroeter, J., Weidestr. 24, ☒ 22 bbox=[1117, 1147, 1290, 1160]
directory-entry: — Wilh., Motorführer, Sentastr. 3, ☒ 22 bbox=[186, 1048, 398, 1061]
strip-fragment bbox=[1, 1842, 22, 1860]
directory-entry: Schröder — bbox=[497, 287, 561, 300]
strip-fragment bbox=[1, 690, 22, 708]
directory-entry: — Bezirksfeldwebel, Lastropsweg 32 bbox=[497, 1091, 696, 1103]
directory-entry: — Wilh., Arbtr., Lilienstr. 17, ☒ 1 bbox=[186, 1189, 363, 1202]
directory-entry: — W. H., Sachsenstr. 76, ☒ 15 bbox=[497, 766, 658, 779]
directory-entry: Schröter, Bernh., Beamter, Diederichstrasse 31, ☒ 22 bbox=[807, 1527, 1095, 1540]
page-edge bbox=[40, 120, 48, 2030]
directory-entry: ⊙ Schröder & Co., J.H. Schröder & Co. Nfl., IR, Bankgeschäft, BCto: Vereinsb., Bst: v. Pf. 3, ⇨ I, 1128, Brandstwiete 29, Inh: Rudolph Freiherr v. Schröder jr., Kapitalist, Inh: Ferdinand v. Schröder bbox=[497, 1356, 795, 1429]
directory-entry: — Frl. L., Wirtsch., gr. Reichenstr. 12 bbox=[1117, 1217, 1318, 1230]
strip-fragment bbox=[1, 654, 22, 672]
directory-entry: — Wilh., Tischler, Sachsenstr. 47, ☒ 15 bbox=[186, 597, 396, 610]
directory-entry: — Wwe. W., Bartholomäusstr. 49, H. 4, ☒22 bbox=[186, 358, 421, 371]
directory-entry: — Wilh., Lehrer, Bankstr. 64, ☒ 1 bbox=[186, 1006, 364, 1019]
directory-entry: — A., Krankenstr., Oelmühle 30, ☒ 6 bbox=[807, 1372, 1003, 1385]
strip-fragment: er- bbox=[1, 116, 18, 130]
footer-rule bbox=[180, 1994, 1420, 1995]
directory-entry: — Wilh., Brothdlg., Papenhuderstr. 28 bbox=[186, 1062, 391, 1075]
